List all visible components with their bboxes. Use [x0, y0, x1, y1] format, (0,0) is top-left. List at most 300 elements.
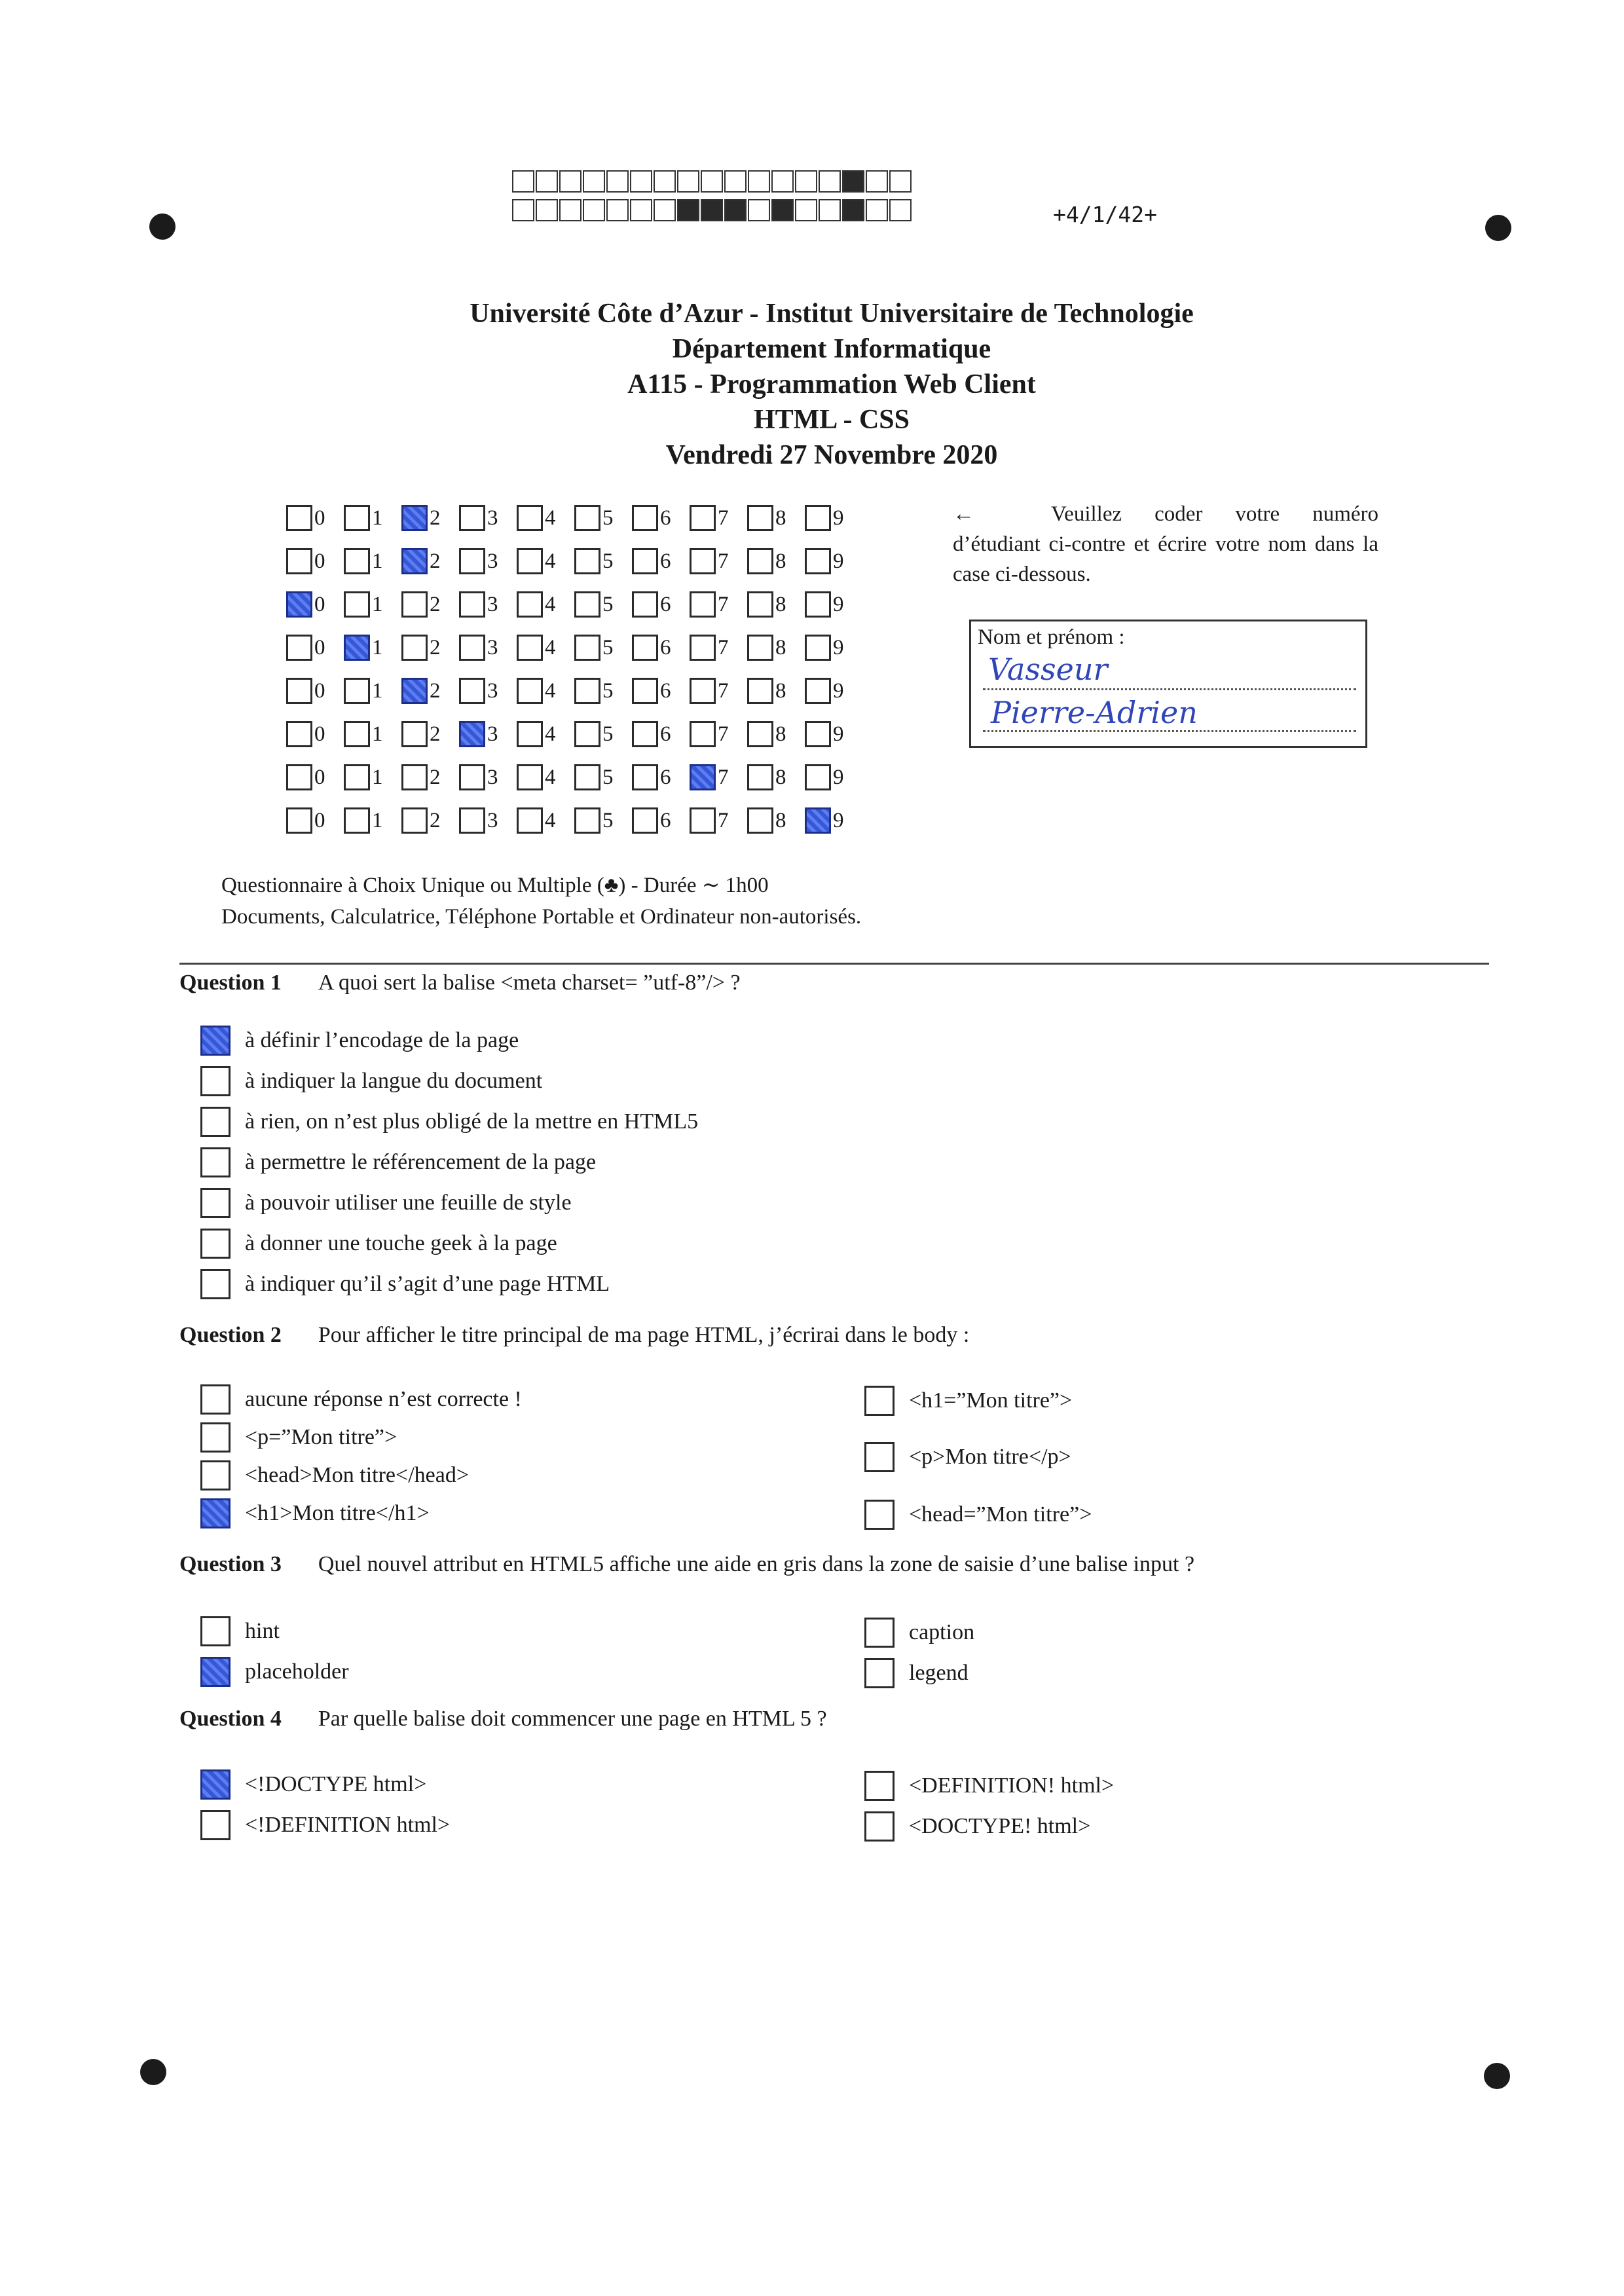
- digit-checkbox[interactable]: [805, 764, 831, 790]
- barcode-cell: [748, 199, 770, 221]
- exam-meta-type: Questionnaire à Choix Unique ou Multiple (♣) - Durée ∼ 1h00: [221, 874, 769, 897]
- digit-cell[interactable]: [805, 764, 862, 790]
- digit-checkbox[interactable]: [517, 548, 543, 574]
- student-number-grid: [286, 496, 862, 842]
- digit-checkbox[interactable]: [286, 721, 312, 747]
- handwritten-first-name: Pierre-Adrien: [991, 695, 1198, 730]
- digit-cell[interactable]: [344, 505, 401, 531]
- barcode-row-1: [512, 170, 913, 193]
- digit-checkbox[interactable]: [517, 591, 543, 618]
- student-digit-row: [286, 626, 862, 669]
- digit-cell[interactable]: [632, 764, 690, 790]
- digit-cell[interactable]: [401, 721, 459, 747]
- digit-cell[interactable]: [690, 721, 747, 747]
- digit-cell[interactable]: [517, 807, 574, 834]
- answer-text: hint: [245, 1619, 280, 1643]
- answer-option[interactable]: [200, 1769, 426, 1800]
- digit-checkbox[interactable]: [747, 505, 773, 531]
- answer-checkbox[interactable]: [864, 1386, 895, 1416]
- digit-checkbox-checked[interactable]: [805, 807, 831, 834]
- digit-cell[interactable]: [690, 505, 747, 531]
- digit-cell[interactable]: [690, 764, 747, 790]
- digit-label: 4: [545, 678, 556, 703]
- barcode-cell: [795, 170, 817, 193]
- digit-checkbox[interactable]: [747, 764, 773, 790]
- digit-cell[interactable]: [459, 807, 517, 834]
- digit-cell[interactable]: [401, 635, 459, 661]
- digit-label: 9: [833, 506, 844, 530]
- digit-cell[interactable]: [344, 721, 401, 747]
- digit-checkbox[interactable]: [459, 678, 485, 704]
- digit-cell[interactable]: [459, 505, 517, 531]
- digit-cell[interactable]: [690, 678, 747, 704]
- barcode-cell: [842, 199, 864, 221]
- digit-cell[interactable]: [286, 505, 344, 531]
- answer-checkbox[interactable]: [200, 1269, 231, 1299]
- answer-text: à pouvoir utiliser une feuille de style: [245, 1191, 572, 1215]
- answer-checkbox[interactable]: [864, 1811, 895, 1842]
- digit-checkbox[interactable]: [286, 764, 312, 790]
- digit-checkbox[interactable]: [401, 591, 428, 618]
- question-2-header: [179, 1323, 969, 1348]
- digit-cell[interactable]: [401, 764, 459, 790]
- answer-checkbox[interactable]: [200, 1810, 231, 1840]
- barcode-cell: [677, 199, 699, 221]
- digit-checkbox[interactable]: [459, 635, 485, 661]
- answer-option[interactable]: [864, 1811, 1090, 1842]
- digit-cell[interactable]: [459, 678, 517, 704]
- digit-checkbox[interactable]: [517, 807, 543, 834]
- digit-label: 9: [833, 808, 844, 832]
- digit-checkbox[interactable]: [632, 721, 658, 747]
- answer-option[interactable]: [864, 1771, 1114, 1801]
- title-subject: HTML - CSS: [753, 405, 910, 435]
- digit-checkbox[interactable]: [574, 807, 600, 834]
- student-digit-row: [286, 713, 862, 756]
- digit-cell[interactable]: [344, 678, 401, 704]
- digit-cell[interactable]: [459, 635, 517, 661]
- answer-checkbox-checked[interactable]: [200, 1657, 231, 1687]
- digit-label: 7: [718, 765, 729, 789]
- title-course: A115 - Programmation Web Client: [627, 369, 1036, 399]
- question-1-header: [179, 971, 741, 995]
- digit-label: 9: [833, 678, 844, 703]
- answer-text: legend: [909, 1661, 969, 1685]
- digit-checkbox[interactable]: [632, 548, 658, 574]
- digit-cell[interactable]: [632, 721, 690, 747]
- digit-cell[interactable]: [344, 635, 401, 661]
- answer-option[interactable]: [200, 1422, 397, 1453]
- digit-label: 6: [660, 678, 671, 703]
- digit-label: 3: [487, 635, 498, 659]
- digit-cell[interactable]: [517, 505, 574, 531]
- digit-checkbox[interactable]: [747, 591, 773, 618]
- digit-checkbox[interactable]: [632, 635, 658, 661]
- digit-label: 1: [372, 808, 383, 832]
- digit-cell[interactable]: [517, 721, 574, 747]
- digit-cell[interactable]: [632, 678, 690, 704]
- digit-checkbox[interactable]: [401, 807, 428, 834]
- digit-label: 9: [833, 635, 844, 659]
- exam-meta-rules: Documents, Calculatrice, Téléphone Portable et Ordinateur non-autorisés.: [221, 905, 862, 929]
- digit-label: 4: [545, 722, 556, 746]
- barcode-cell: [701, 170, 723, 193]
- digit-cell[interactable]: [747, 548, 805, 574]
- digit-checkbox[interactable]: [517, 678, 543, 704]
- digit-cell[interactable]: [747, 764, 805, 790]
- answer-option[interactable]: [200, 1384, 522, 1415]
- digit-checkbox[interactable]: [747, 721, 773, 747]
- digit-cell[interactable]: [401, 548, 459, 574]
- digit-cell[interactable]: [574, 635, 632, 661]
- digit-label: 7: [718, 635, 729, 659]
- digit-cell[interactable]: [574, 764, 632, 790]
- answer-text: <DOCTYPE! html>: [909, 1814, 1091, 1838]
- digit-label: 4: [545, 506, 556, 530]
- answer-option[interactable]: [200, 1269, 610, 1299]
- digit-checkbox[interactable]: [805, 721, 831, 747]
- digit-checkbox[interactable]: [574, 721, 600, 747]
- answer-text: à définir l’encodage de la page: [245, 1028, 519, 1052]
- digit-cell[interactable]: [805, 505, 862, 531]
- digit-checkbox-checked[interactable]: [344, 635, 370, 661]
- answer-option[interactable]: [200, 1810, 450, 1840]
- digit-cell[interactable]: [805, 807, 862, 834]
- digit-checkbox[interactable]: [574, 764, 600, 790]
- digit-checkbox[interactable]: [344, 548, 370, 574]
- digit-label: 9: [833, 722, 844, 746]
- digit-cell[interactable]: [286, 721, 344, 747]
- digit-label: 7: [718, 722, 729, 746]
- digit-checkbox[interactable]: [344, 678, 370, 704]
- digit-checkbox[interactable]: [690, 505, 716, 531]
- digit-label: 0: [314, 722, 325, 746]
- digit-checkbox[interactable]: [632, 591, 658, 618]
- digit-cell[interactable]: [805, 635, 862, 661]
- digit-checkbox[interactable]: [459, 764, 485, 790]
- answer-option[interactable]: [200, 1460, 469, 1491]
- answer-text: <h1>Mon titre</h1>: [245, 1501, 430, 1525]
- digit-cell[interactable]: [459, 548, 517, 574]
- digit-cell[interactable]: [747, 505, 805, 531]
- question-label: Question 1: [179, 971, 282, 995]
- digit-cell[interactable]: [690, 635, 747, 661]
- digit-checkbox-checked[interactable]: [459, 721, 485, 747]
- answer-option[interactable]: [864, 1500, 1092, 1530]
- digit-checkbox[interactable]: [401, 635, 428, 661]
- digit-label: 8: [775, 635, 786, 659]
- barcode-cell: [512, 170, 534, 193]
- digit-cell[interactable]: [690, 807, 747, 834]
- answer-text: <p=”Mon titre”>: [245, 1425, 397, 1449]
- digit-cell[interactable]: [632, 548, 690, 574]
- digit-checkbox[interactable]: [690, 548, 716, 574]
- answer-option[interactable]: [200, 1498, 430, 1528]
- digit-checkbox[interactable]: [286, 678, 312, 704]
- digit-checkbox-checked[interactable]: [401, 505, 428, 531]
- digit-checkbox[interactable]: [401, 764, 428, 790]
- digit-checkbox[interactable]: [632, 678, 658, 704]
- digit-cell[interactable]: [574, 721, 632, 747]
- digit-label: 8: [775, 678, 786, 703]
- digit-checkbox[interactable]: [574, 591, 600, 618]
- digit-checkbox[interactable]: [805, 678, 831, 704]
- digit-label: 2: [430, 808, 441, 832]
- digit-cell[interactable]: [805, 591, 862, 618]
- digit-checkbox[interactable]: [286, 505, 312, 531]
- answer-option[interactable]: [864, 1618, 974, 1648]
- answer-option[interactable]: [200, 1188, 572, 1218]
- answer-checkbox[interactable]: [200, 1066, 231, 1096]
- digit-cell[interactable]: [690, 591, 747, 618]
- digit-cell[interactable]: [401, 505, 459, 531]
- digit-checkbox[interactable]: [344, 807, 370, 834]
- digit-cell[interactable]: [286, 635, 344, 661]
- title-department: Département Informatique: [672, 334, 991, 364]
- digit-checkbox[interactable]: [286, 548, 312, 574]
- digit-label: 0: [314, 506, 325, 530]
- digit-checkbox[interactable]: [286, 635, 312, 661]
- digit-checkbox[interactable]: [517, 635, 543, 661]
- answer-option[interactable]: [200, 1616, 280, 1646]
- digit-checkbox[interactable]: [574, 678, 600, 704]
- digit-cell[interactable]: [574, 591, 632, 618]
- answer-checkbox[interactable]: [864, 1771, 895, 1801]
- digit-cell[interactable]: [632, 505, 690, 531]
- digit-label: 5: [602, 808, 614, 832]
- digit-label: 3: [487, 765, 498, 789]
- digit-checkbox[interactable]: [401, 721, 428, 747]
- digit-checkbox-checked[interactable]: [401, 678, 428, 704]
- digit-label: 1: [372, 722, 383, 746]
- digit-checkbox[interactable]: [459, 807, 485, 834]
- digit-cell[interactable]: [459, 591, 517, 618]
- answer-checkbox[interactable]: [200, 1384, 231, 1415]
- answer-checkbox[interactable]: [200, 1460, 231, 1491]
- digit-label: 6: [660, 592, 671, 616]
- digit-cell[interactable]: [459, 764, 517, 790]
- digit-checkbox[interactable]: [747, 678, 773, 704]
- answer-checkbox[interactable]: [200, 1229, 231, 1259]
- digit-label: 1: [372, 678, 383, 703]
- digit-label: 9: [833, 765, 844, 789]
- digit-cell[interactable]: [747, 591, 805, 618]
- digit-checkbox[interactable]: [574, 635, 600, 661]
- digit-label: 8: [775, 765, 786, 789]
- digit-checkbox[interactable]: [517, 721, 543, 747]
- answer-text: <p>Mon titre</p>: [909, 1445, 1071, 1469]
- digit-cell[interactable]: [286, 764, 344, 790]
- digit-cell[interactable]: [401, 591, 459, 618]
- digit-label: 3: [487, 808, 498, 832]
- digit-checkbox[interactable]: [459, 505, 485, 531]
- digit-checkbox[interactable]: [690, 807, 716, 834]
- digit-cell[interactable]: [747, 635, 805, 661]
- digit-cell[interactable]: [286, 548, 344, 574]
- answer-option[interactable]: [200, 1066, 542, 1096]
- barcode-cell: [701, 199, 723, 221]
- digit-label: 2: [430, 765, 441, 789]
- digit-checkbox[interactable]: [690, 721, 716, 747]
- instructions-text: Veuillez coder votre numéro d’étudiant ci-contre et écrire votre nom dans la case ci-dessous.: [953, 502, 1378, 586]
- digit-cell[interactable]: [286, 807, 344, 834]
- answer-checkbox[interactable]: [864, 1442, 895, 1472]
- digit-cell[interactable]: [344, 807, 401, 834]
- barcode-cell: [842, 170, 864, 193]
- answer-checkbox[interactable]: [200, 1107, 231, 1137]
- answer-option[interactable]: [864, 1442, 1071, 1472]
- digit-label: 4: [545, 765, 556, 789]
- barcode-cell: [606, 199, 629, 221]
- digit-checkbox[interactable]: [805, 591, 831, 618]
- answer-text: à rien, on n’est plus obligé de la mettre en HTML5: [245, 1109, 699, 1134]
- digit-cell[interactable]: [747, 678, 805, 704]
- digit-checkbox[interactable]: [747, 635, 773, 661]
- digit-checkbox[interactable]: [459, 591, 485, 618]
- answer-text: à permettre le référencement de la page: [245, 1150, 597, 1174]
- question-text: Par quelle balise doit commencer une page en HTML 5 ?: [318, 1707, 827, 1731]
- barcode-cell: [819, 199, 841, 221]
- digit-cell[interactable]: [286, 591, 344, 618]
- digit-cell[interactable]: [632, 635, 690, 661]
- digit-cell[interactable]: [574, 505, 632, 531]
- answer-checkbox[interactable]: [864, 1658, 895, 1688]
- digit-label: 4: [545, 808, 556, 832]
- page-code: +4/1/42+: [1053, 202, 1157, 227]
- student-digit-row: [286, 669, 862, 713]
- digit-checkbox[interactable]: [344, 764, 370, 790]
- digit-cell[interactable]: [805, 678, 862, 704]
- digit-cell[interactable]: [459, 721, 517, 747]
- digit-checkbox[interactable]: [747, 807, 773, 834]
- digit-label: 0: [314, 549, 325, 573]
- answer-option[interactable]: [200, 1026, 519, 1056]
- digit-checkbox[interactable]: [690, 678, 716, 704]
- digit-cell[interactable]: [517, 635, 574, 661]
- digit-checkbox[interactable]: [344, 591, 370, 618]
- digit-cell[interactable]: [401, 678, 459, 704]
- digit-label: 8: [775, 506, 786, 530]
- digit-checkbox[interactable]: [344, 721, 370, 747]
- digit-cell[interactable]: [574, 548, 632, 574]
- digit-checkbox[interactable]: [632, 807, 658, 834]
- digit-checkbox[interactable]: [574, 548, 600, 574]
- digit-cell[interactable]: [805, 548, 862, 574]
- digit-checkbox[interactable]: [286, 807, 312, 834]
- digit-cell[interactable]: [632, 807, 690, 834]
- answer-checkbox[interactable]: [864, 1500, 895, 1530]
- answer-option[interactable]: [200, 1107, 698, 1137]
- digit-label: 3: [487, 722, 498, 746]
- digit-label: 1: [372, 635, 383, 659]
- registration-mark-top-right: [1485, 215, 1511, 241]
- digit-checkbox[interactable]: [344, 505, 370, 531]
- digit-checkbox[interactable]: [632, 505, 658, 531]
- digit-cell[interactable]: [517, 678, 574, 704]
- digit-cell[interactable]: [344, 591, 401, 618]
- digit-label: 5: [602, 765, 614, 789]
- digit-label: 0: [314, 678, 325, 703]
- digit-checkbox-checked[interactable]: [690, 764, 716, 790]
- question-text: A quoi sert la balise <meta charset= ”utf-8”/> ?: [318, 971, 741, 995]
- digit-checkbox[interactable]: [459, 548, 485, 574]
- answer-option[interactable]: [200, 1147, 596, 1177]
- digit-checkbox[interactable]: [517, 764, 543, 790]
- digit-label: 2: [430, 678, 441, 703]
- digit-cell[interactable]: [344, 548, 401, 574]
- name-box[interactable]: [969, 620, 1367, 748]
- digit-cell[interactable]: [574, 807, 632, 834]
- digit-checkbox[interactable]: [805, 635, 831, 661]
- answer-checkbox[interactable]: [200, 1616, 231, 1646]
- digit-label: 3: [487, 506, 498, 530]
- answer-option[interactable]: [200, 1657, 349, 1687]
- exam-meta: [221, 870, 861, 933]
- digit-checkbox[interactable]: [690, 635, 716, 661]
- answer-text: aucune réponse n’est correcte !: [245, 1387, 522, 1411]
- answer-checkbox[interactable]: [200, 1422, 231, 1453]
- digit-checkbox-checked[interactable]: [401, 548, 428, 574]
- barcode-cell: [583, 199, 605, 221]
- digit-label: 1: [372, 765, 383, 789]
- answer-checkbox[interactable]: [200, 1147, 231, 1177]
- digit-cell[interactable]: [747, 721, 805, 747]
- answer-option[interactable]: [864, 1386, 1072, 1416]
- answer-checkbox-checked[interactable]: [200, 1769, 231, 1800]
- digit-checkbox[interactable]: [747, 548, 773, 574]
- student-digit-row: [286, 583, 862, 626]
- answer-checkbox-checked[interactable]: [200, 1498, 231, 1528]
- answer-text: à donner une touche geek à la page: [245, 1231, 557, 1255]
- digit-checkbox[interactable]: [517, 505, 543, 531]
- digit-label: 7: [718, 808, 729, 832]
- digit-checkbox[interactable]: [574, 505, 600, 531]
- digit-cell[interactable]: [517, 591, 574, 618]
- digit-label: 0: [314, 808, 325, 832]
- barcode-cell: [795, 199, 817, 221]
- digit-cell[interactable]: [517, 548, 574, 574]
- digit-cell[interactable]: [286, 678, 344, 704]
- digit-checkbox[interactable]: [690, 591, 716, 618]
- answer-text: <head>Mon titre</head>: [245, 1463, 469, 1487]
- digit-checkbox-checked[interactable]: [286, 591, 312, 618]
- barcode-cell: [512, 199, 534, 221]
- digit-cell[interactable]: [747, 807, 805, 834]
- title-university: Université Côte d’Azur - Institut Universitaire de Technologie: [470, 299, 1194, 329]
- digit-checkbox[interactable]: [805, 505, 831, 531]
- answer-text: <!DOCTYPE html>: [245, 1772, 427, 1796]
- answer-checkbox[interactable]: [864, 1618, 895, 1648]
- digit-cell[interactable]: [805, 721, 862, 747]
- barcode-cell: [630, 199, 652, 221]
- answer-option[interactable]: [864, 1658, 969, 1688]
- barcode-cell: [630, 170, 652, 193]
- digit-cell[interactable]: [401, 807, 459, 834]
- digit-cell[interactable]: [632, 591, 690, 618]
- digit-checkbox[interactable]: [632, 764, 658, 790]
- answer-option[interactable]: [200, 1229, 557, 1259]
- answer-checkbox-checked[interactable]: [200, 1026, 231, 1056]
- digit-checkbox[interactable]: [805, 548, 831, 574]
- answer-text: à indiquer la langue du document: [245, 1069, 543, 1093]
- barcode-cell: [724, 199, 747, 221]
- digit-cell[interactable]: [690, 548, 747, 574]
- barcode-cell: [724, 170, 747, 193]
- digit-cell[interactable]: [574, 678, 632, 704]
- digit-cell[interactable]: [344, 764, 401, 790]
- digit-cell[interactable]: [517, 764, 574, 790]
- answer-checkbox[interactable]: [200, 1188, 231, 1218]
